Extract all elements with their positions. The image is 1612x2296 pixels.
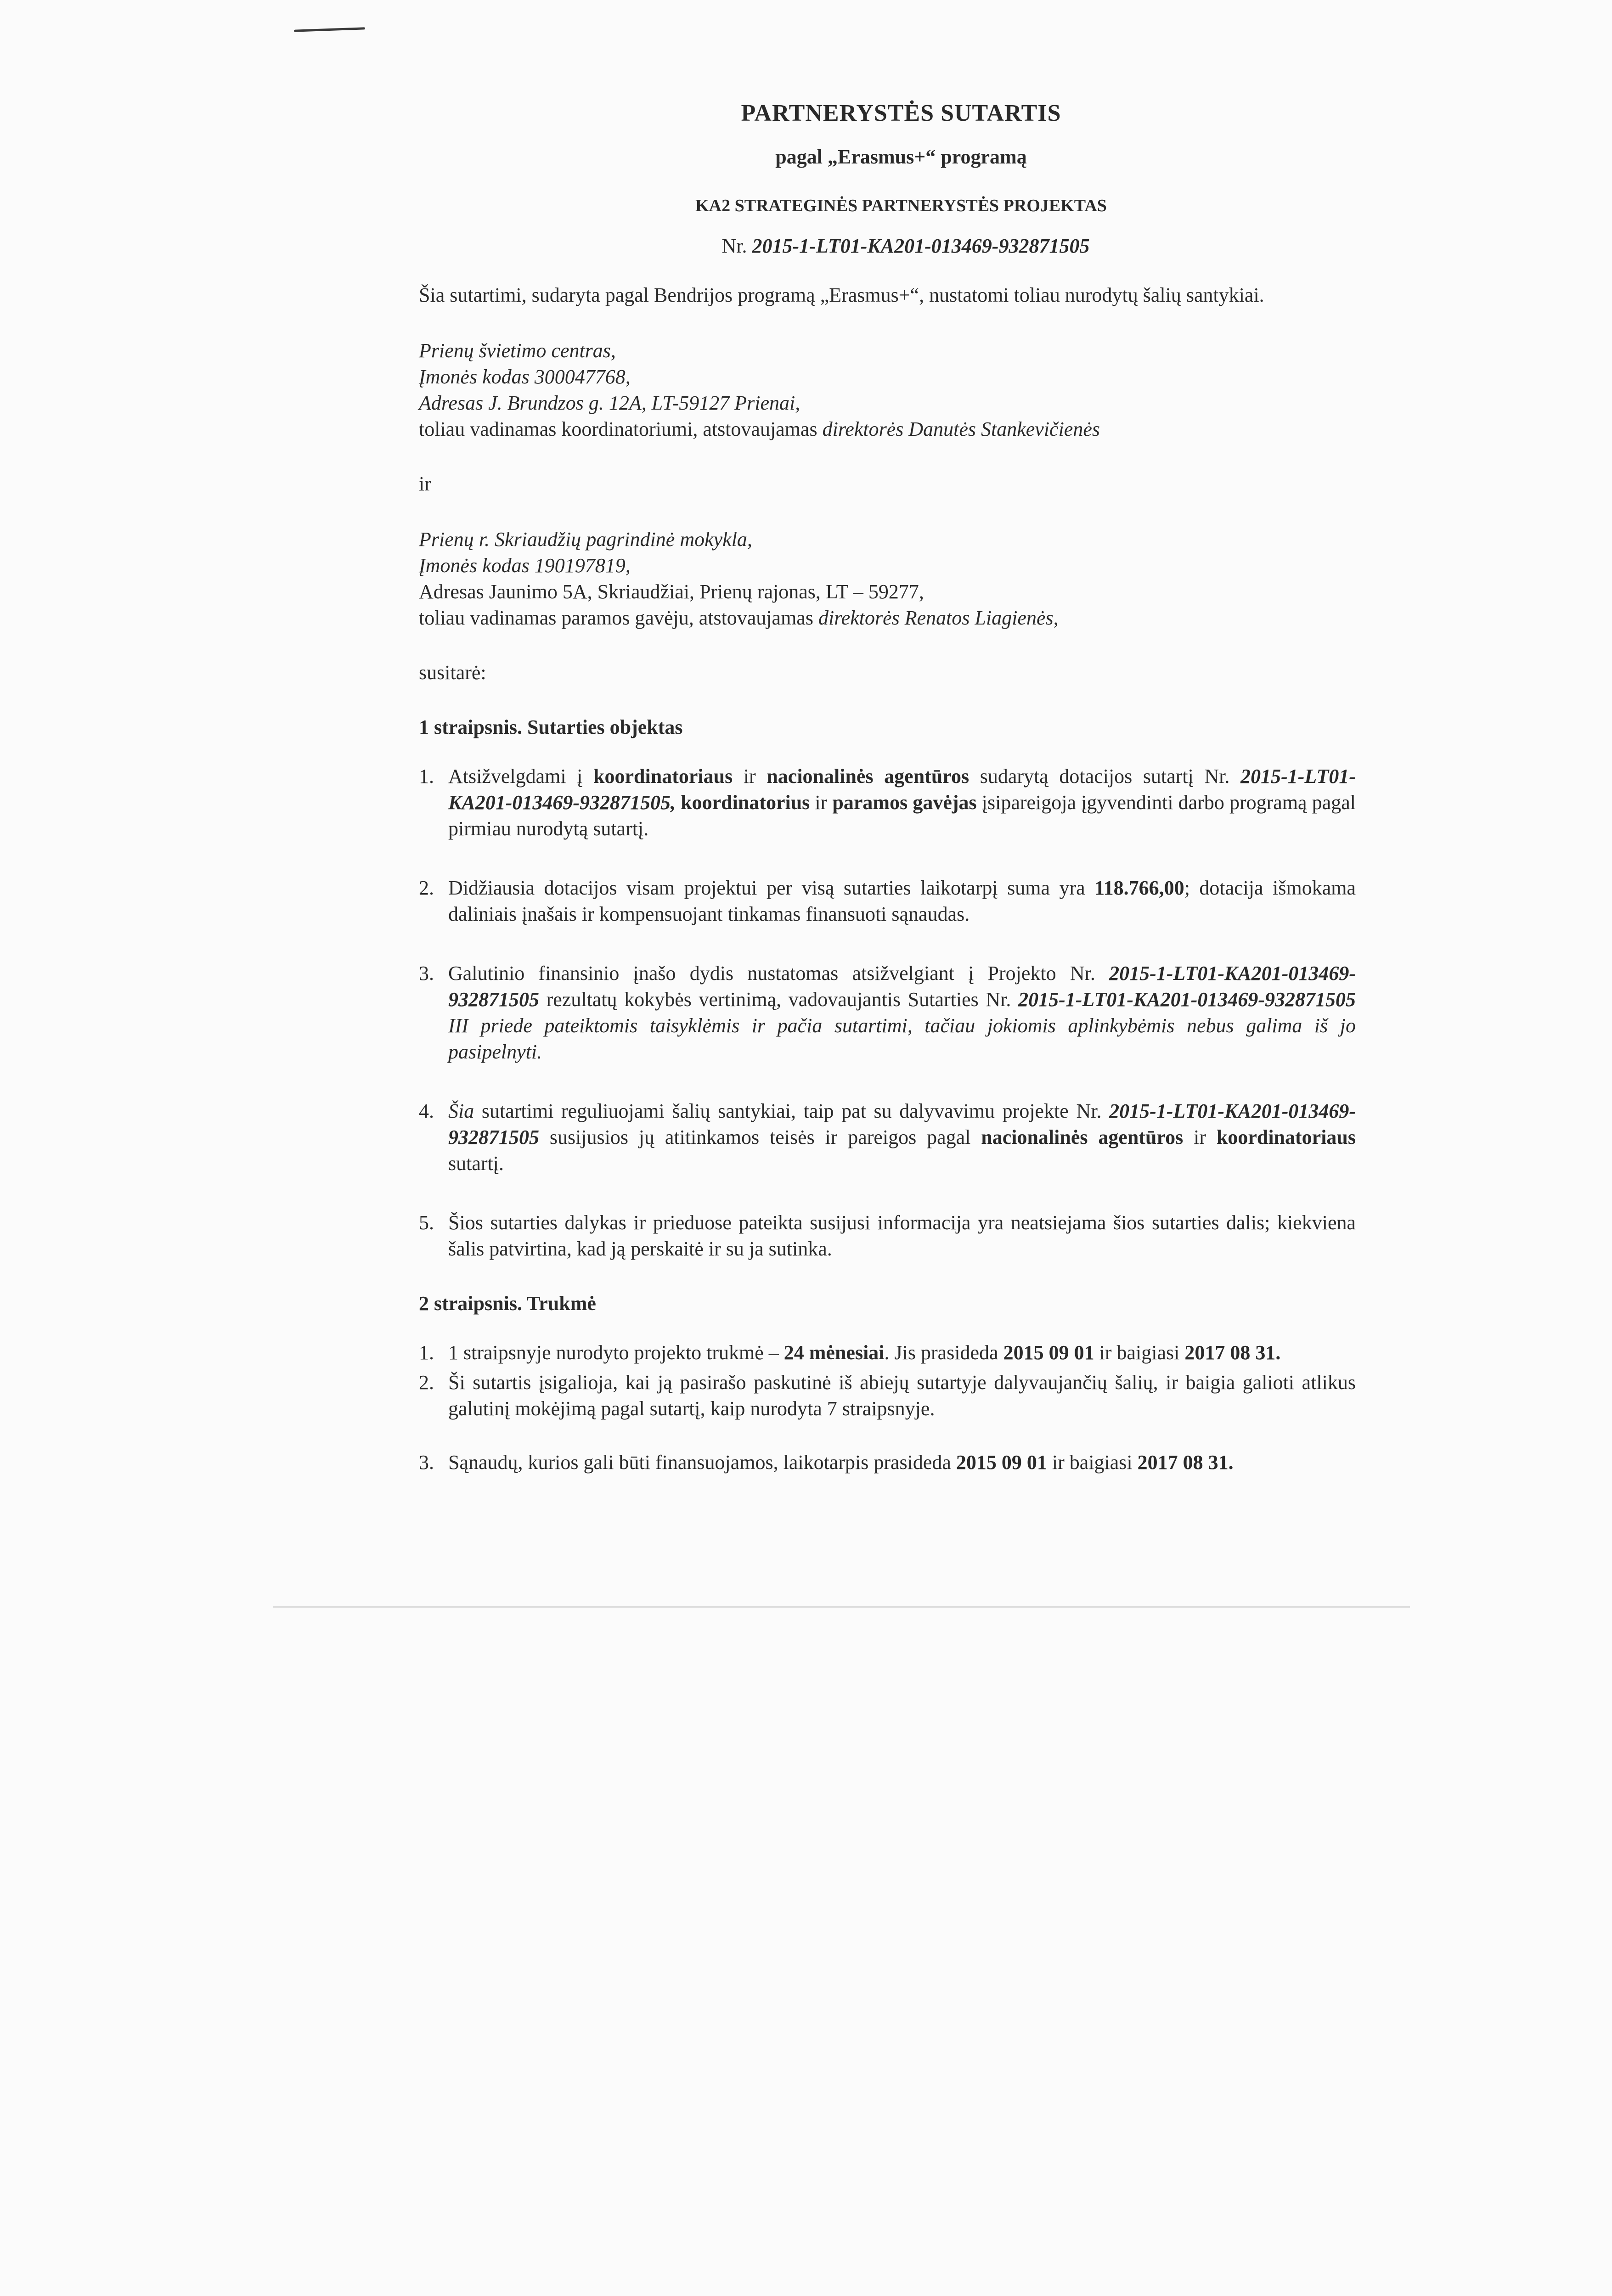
article1-item-5 [419,1210,1356,1262]
item-text: sutartimi reguliuojami šalių santykiai, taip pat su dalyvavimu projekte Nr. [474,1100,1110,1122]
item-bold: koordinatoriaus [593,765,733,788]
item-text: 1 straipsnyje nurodyto projekto trukmė – [448,1341,784,1364]
item-text: ir [1183,1126,1217,1148]
agreed-label: susitarė: [419,661,486,684]
item-text: Sąnaudų, kurios gali būti finansuojamos, laikotarpis prasideda [448,1451,956,1474]
item-italic-text: Šia [448,1100,474,1122]
end-date: 2017 08 31. [1184,1341,1281,1364]
contract-number-label: Nr. [721,235,747,257]
party1-role [419,416,1356,442]
item-number: 3. [419,1451,434,1474]
item-contract-number: 2015-1-LT01-KA201-013469-932871505 [1018,988,1356,1011]
intro-paragraph: Šia sutartimi, sudaryta pagal Bendrijos programą „Erasmus+“, nustatomi toliau nurodytų šalių santykiai. [419,284,1264,306]
article2-items [419,1339,1356,1475]
start-date: 2015 09 01 [956,1451,1047,1474]
item-contract-number: 2015-1-LT01-KA201-013469-932871505, [448,765,1356,814]
party1-representative: direktorės Danutės Stankevičienės [822,418,1100,440]
item-number: 2. [419,1371,434,1394]
article1-item-2 [419,875,1356,927]
party2-code: Įmonės kodas 190197819, [419,554,631,577]
duration-value: 24 mėnesiai [783,1341,885,1364]
article2-item-1 [419,1339,1356,1366]
item-text: sudarytą dotacijos sutartį Nr. [969,765,1241,788]
document-subtitle: pagal „Erasmus+“ programą [775,146,1027,168]
item-text: . Jis prasideda [884,1341,1003,1364]
item-text: susijusios jų atitinkamos teisės ir pareigos pagal [539,1126,981,1148]
item-text: ir [810,791,833,814]
item-bold: nacionalinės agentūros [767,765,969,788]
item-bold: koordinatorius [681,791,810,814]
item-contract-number: 2015-1-LT01-KA201-013469-932871505 [448,962,1356,1011]
item-contract-number: 2015-1-LT01-KA201-013469-932871505 [448,1100,1356,1148]
item-text: Ši sutartis įsigalioja, kai ją pasirašo paskutinė iš abiejų sutartyje dalyvaujančių šalių, ir baigia galioti atlikus galutinį mokėjimą pagal sutartį, kaip nurodyta 7 straipsnyje. [448,1371,1356,1420]
party1-address: Adresas J. Brundzos g. 12A, LT-59127 Prienai, [419,392,800,414]
grant-amount: 118.766,00 [1094,877,1184,899]
party2-address: Adresas Jaunimo 5A, Skriaudžiai, Prienų rajonas, LT – 59277, [419,580,924,603]
item-number: 2. [419,877,434,899]
item-text: Šios sutarties dalykas ir prieduose pateikta susijusi informacija yra neatsiejama šios sutarties dalis; kiekviena šalis patvirtina, kad ją perskaitė ir su ja sutinka. [448,1211,1356,1260]
item-text: rezultatų kokybės vertinimą, vadovaujantis Sutarties Nr. [539,988,1019,1011]
contract-number [419,233,1356,259]
item-number: 4. [419,1100,434,1122]
scan-paper-edge [273,1606,1410,1608]
item-text: ir [733,765,767,788]
item-text: Galutinio finansinio įnašo dydis nustatomas atsižvelgiant į Projekto Nr. [448,962,1110,985]
item-text: ir baigiasi [1047,1451,1138,1474]
start-date: 2015 09 01 [1003,1341,1094,1364]
conjunction: ir [419,473,431,495]
item-bold: koordinatoriaus [1216,1126,1356,1148]
item-text [676,791,681,814]
article2-heading: 2 straipsnis. Trukmė [419,1292,596,1315]
party2-role [419,605,1356,631]
article1-items [419,763,1356,1262]
contract-page [419,87,1356,1479]
article2-item-3 [419,1449,1356,1475]
item-number: 1. [419,1341,434,1364]
contract-number-value: 2015-1-LT01-KA201-013469-932871505 [752,235,1090,257]
item-text: Atsižvelgdami į [448,765,594,788]
item-bold: nacionalinės agentūros [981,1126,1184,1148]
document-title: PARTNERYSTĖS SUTARTIS [741,100,1061,126]
item-italic-text: III priede pateiktomis taisyklėmis ir pačia sutartimi, tačiau jokiomis aplinkybėmis nebus galima iš jo pasipelnyti. [448,1014,1356,1063]
item-number: 1. [419,765,434,788]
article2-item-2 [419,1369,1356,1422]
item-text: sutartį. [448,1152,504,1175]
end-date: 2017 08 31. [1137,1451,1234,1474]
article1-item-3 [419,960,1356,1065]
project-type: KA2 STRATEGINĖS PARTNERYSTĖS PROJEKTAS [695,196,1107,215]
item-text: ir baigiasi [1094,1341,1185,1364]
party1-role-prefix: toliau vadinamas koordinatoriumi, atstovaujamas [419,418,817,440]
party1-name: Prienų švietimo centras, [419,339,616,362]
party2-role-prefix: toliau vadinamas paramos gavėju, atstovaujamas [419,607,813,629]
item-bold: paramos gavėjas [832,791,977,814]
article1-item-4 [419,1098,1356,1176]
item-number: 5. [419,1211,434,1234]
item-text: Didžiausia dotacijos visam projektui per visą sutarties laikotarpį suma yra [448,877,1095,899]
party2-representative: direktorės Renatos Liagienės, [818,607,1059,629]
party-beneficiary [419,526,1356,631]
party2-name: Prienų r. Skriaudžių pagrindinė mokykla, [419,528,752,551]
item-number: 3. [419,962,434,985]
article1-item-1 [419,763,1356,842]
item-text: įsipareigoja įgyvendinti darbo programą pagal pirmiau nurodytą sutartį. [448,791,1356,840]
item-text: ; dotacija išmokama daliniais įnašais ir kompensuojant tinkamas finansuoti sąnaudas. [448,877,1356,925]
party1-code: Įmonės kodas 300047768, [419,366,631,388]
article1-heading: 1 straipsnis. Sutarties objektas [419,716,683,738]
scan-pen-mark [294,27,365,32]
party-coordinator [419,338,1356,442]
